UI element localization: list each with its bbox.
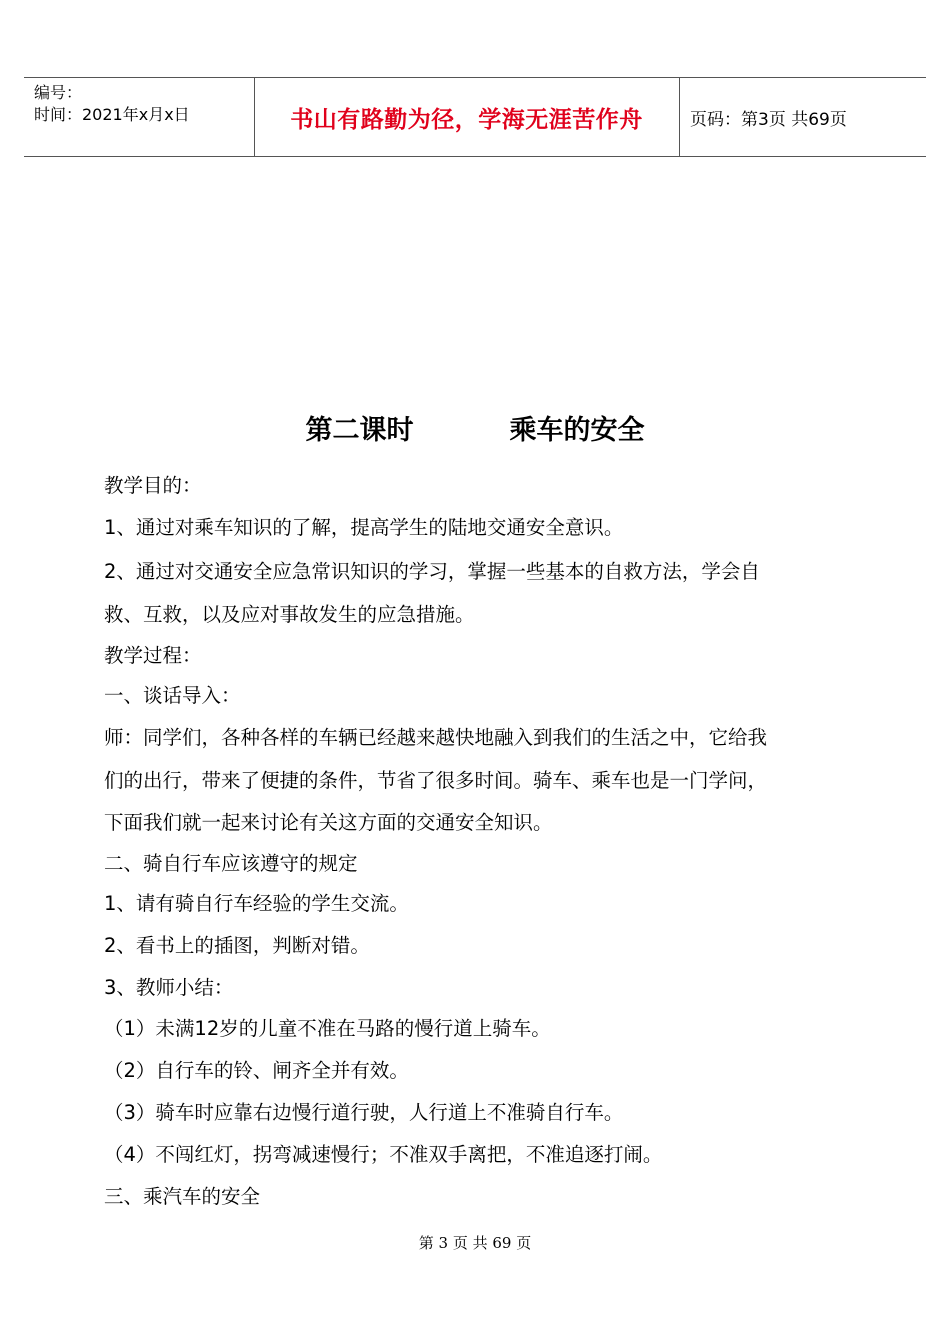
body-line: （1）未满12岁的儿童不准在马路的慢行道上骑车。 <box>104 1017 551 1040</box>
body-line: （2）自行车的铃、闸齐全并有效。 <box>104 1059 409 1082</box>
body-line: 教学过程： <box>104 644 202 667</box>
body-line: 1、通过对乘车知识的了解，提高学生的陆地交通安全意识。 <box>104 516 624 539</box>
body-line: （4）不闯红灯，拐弯减速慢行；不准双手离把，不准追逐打闹。 <box>104 1143 663 1166</box>
header-left <box>34 82 190 126</box>
header-motto: 书山有路勤为径，学海无涯苦作舟 <box>290 106 643 133</box>
title-part-2: 乘车的安全 <box>509 415 645 446</box>
body-line: 1、请有骑自行车经验的学生交流。 <box>104 892 409 915</box>
lesson-title <box>0 408 950 447</box>
title-part-1: 第二课时 <box>305 415 414 446</box>
time-label: 时间：2021年x月x日 <box>34 105 190 124</box>
body-line: 二、骑自行车应该遵守的规定 <box>104 852 358 875</box>
code-label: 编号： <box>34 83 83 102</box>
body-line: 教学目的： <box>104 474 202 497</box>
body-line: 3、教师小结： <box>104 976 234 999</box>
page-header <box>24 77 926 157</box>
body-line: （3）骑车时应靠右边慢行道行驶，人行道上不准骑自行车。 <box>104 1101 624 1124</box>
body-line: 2、通过对交通安全应急常识知识的学习，掌握一些基本的自救方法，学会自 <box>104 560 760 583</box>
body-line: 一、谈话导入： <box>104 684 241 707</box>
body-line: 们的出行，带来了便捷的条件，节省了很多时间。骑车、乘车也是一门学问， <box>104 769 768 792</box>
body-line: 救、互救，以及应对事故发生的应急措施。 <box>104 603 475 626</box>
body-line: 2、看书上的插图，判断对错。 <box>104 934 370 957</box>
body-line: 三、乘汽车的安全 <box>104 1185 261 1208</box>
header-page-info: 页码：第3页 共69页 <box>690 109 847 130</box>
page-footer: 第 3 页 共 69 页 <box>418 1234 532 1252</box>
body-line: 师：同学们，各种各样的车辆已经越来越快地融入到我们的生活之中，它给我 <box>104 726 768 749</box>
header-divider <box>679 78 680 156</box>
body-line: 下面我们就一起来讨论有关这方面的交通安全知识。 <box>104 811 553 834</box>
